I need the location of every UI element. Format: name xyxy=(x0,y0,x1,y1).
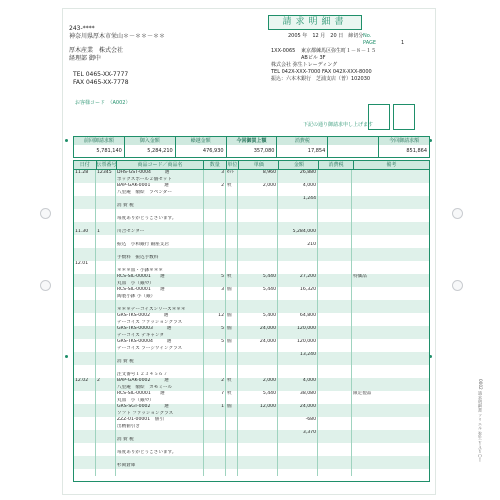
table-cell: 枚 xyxy=(226,378,238,385)
table-cell: 3 xyxy=(204,170,226,177)
table-cell: 枚 xyxy=(226,274,238,281)
issuer-bank: 振込：六本木銀行 芝浦支店（普）102030 xyxy=(271,76,371,82)
column-header-qty: 数量 xyxy=(204,161,227,169)
summary-value: 17,854 xyxy=(277,145,328,157)
table-cell: 1,244 xyxy=(278,196,318,203)
table-cell: 210 xyxy=(278,242,318,249)
table-cell: テーコイズ ファッショングラス xyxy=(116,320,204,327)
punch-hole-left xyxy=(40,208,51,219)
table-cell: 24,000 xyxy=(238,326,278,333)
punch-hole-right xyxy=(452,280,463,291)
table-cell: テーコイズ デキャンタ xyxy=(116,333,204,340)
summary-header-cell: 御入金額 xyxy=(125,137,176,145)
recipient-fax: FAX 0465-XX-7778 xyxy=(73,79,129,86)
issuer-building: ABビル 3F xyxy=(301,55,326,61)
table-cell: 限定製品 xyxy=(353,391,372,396)
table-cell: 12345 xyxy=(96,170,116,177)
page-label: PAGE xyxy=(363,40,377,46)
table-cell: 8,960 xyxy=(238,170,278,177)
table-cell: RCS-SIL-00001 選 xyxy=(116,274,204,281)
invoice-sheet xyxy=(62,8,483,495)
punch-hole-right xyxy=(452,208,463,219)
table-cell: 64,800 xyxy=(278,313,318,320)
table-cell: 2 xyxy=(96,378,116,385)
table-cell: 5,440 xyxy=(238,274,278,281)
table-cell xyxy=(74,469,96,476)
table-cell: GRS-TKS-00004 選 xyxy=(116,339,204,346)
column-header-tax: 消費税 xyxy=(319,161,353,169)
table-cell: 丸皿 小（銀ﾊﾌ） xyxy=(116,281,204,288)
billing-date: 2005 年 12 月 20 日 締切分 xyxy=(288,33,364,39)
recipient-postal: 243-**** xyxy=(69,25,95,32)
summary-header-cell: 消費税 xyxy=(277,137,328,145)
table-cell: 2 xyxy=(204,183,226,190)
column-header-item: 商品コード／商品名 xyxy=(117,161,204,169)
table-cell: 川合センター xyxy=(116,229,204,236)
summary-table xyxy=(73,136,430,158)
table-cell: 個 xyxy=(226,313,238,320)
table-cell xyxy=(238,469,278,476)
table-cell: ソフト ファッショングラス xyxy=(116,411,204,418)
table-cell: 特価品 xyxy=(353,274,367,279)
summary-value: 5,284,210 xyxy=(125,145,176,157)
table-cell: 12.01 xyxy=(74,261,96,268)
detail-rows xyxy=(74,170,429,476)
table-cell: 5,440 xyxy=(238,391,278,398)
table-cell: 7 xyxy=(204,391,226,398)
table-cell: 120,000 xyxy=(278,339,318,346)
table-cell: 3,370 xyxy=(278,430,318,437)
column-header-amount: 金額 xyxy=(279,161,319,169)
detail-table-header xyxy=(74,161,429,170)
recipient-dept: 経理部 御中 xyxy=(69,55,101,62)
registration-mark xyxy=(65,355,68,358)
table-cell: 11.30 xyxy=(74,229,96,236)
table-cell: 2,000 xyxy=(238,183,278,190)
recipient-tel: TEL 0465-XX-7777 xyxy=(73,71,129,78)
table-cell: テーコイズ ラージワイングラス xyxy=(116,346,204,353)
table-cell: ZZZ-01-00001 値引 xyxy=(116,417,204,424)
table-cell: ボックスボール２個セット xyxy=(116,177,204,184)
table-cell: 12 xyxy=(204,313,226,320)
punch-hole-left xyxy=(40,280,51,291)
table-cell: 八里庵 額絵 カモミール xyxy=(116,385,204,392)
recipient-company: 厚木産業 株式会社 xyxy=(69,47,124,54)
table-cell: 5,440 xyxy=(238,287,278,294)
table-cell xyxy=(318,469,352,476)
table-cell: BAP-GAK-0002 選 xyxy=(116,378,204,385)
summary-header-cell xyxy=(328,137,379,145)
table-row xyxy=(74,469,429,476)
table-cell: ＊＊＊テーコイズシリーズ＊＊＊ xyxy=(116,307,204,314)
table-cell xyxy=(204,469,226,476)
page-number: 1 xyxy=(401,40,405,46)
table-cell xyxy=(278,469,318,476)
table-cell: 120,000 xyxy=(278,326,318,333)
summary-header-cell: 今回御買上額 xyxy=(227,137,278,145)
table-cell: GRS-TKS-00003 選 xyxy=(116,326,204,333)
table-cell: 5 xyxy=(204,339,226,346)
table-cell xyxy=(352,469,429,476)
table-cell: 1 xyxy=(96,229,116,236)
summary-value xyxy=(328,145,379,157)
stamp-box xyxy=(393,104,415,130)
column-header-slip: 伝票番号 xyxy=(96,162,117,168)
table-cell: 毎度ありがとうございます。 xyxy=(116,450,204,457)
summary-values xyxy=(74,145,429,157)
table-cell: 5 xyxy=(204,274,226,281)
issuer-postal: 1XX-0065 xyxy=(271,48,296,54)
table-cell: 個 xyxy=(226,287,238,294)
column-header-remarks: 備考 xyxy=(386,162,397,168)
summary-value: 476,930 xyxy=(176,145,227,157)
summary-header-cell: 前回御請求額 xyxy=(74,137,125,145)
table-cell: 3 xyxy=(204,287,226,294)
issuer-tel-fax: TEL 042X-XXX-7000 FAX 042X-XXX-8000 xyxy=(271,69,372,75)
summary-header-cell: 今回御請求額 xyxy=(389,138,420,144)
table-cell: 個 xyxy=(226,339,238,346)
table-cell: DHS-GST-0004 選 xyxy=(116,170,204,177)
summary-value: 357,080 xyxy=(227,145,278,157)
table-cell: RCS-SIL-00001 選 xyxy=(116,391,204,398)
table-cell: 12,000 xyxy=(238,404,278,411)
table-cell: 八里庵 額絵 ラベンダー xyxy=(116,190,204,197)
table-cell: 1 xyxy=(204,404,226,411)
summary-value: 851,864 xyxy=(406,148,428,154)
table-cell: 消 費 税 xyxy=(116,359,204,366)
table-cell: 5,284,000 xyxy=(278,229,318,236)
table-cell: 丸皿 小（銀ﾊﾌ） xyxy=(116,398,204,405)
table-cell: 26,880 xyxy=(278,170,318,177)
recipient-address: 神奈川県厚木市栄山＊－＊＊－＊＊ xyxy=(69,33,166,40)
registration-mark xyxy=(65,139,68,142)
table-cell: 13,240 xyxy=(278,352,318,359)
table-cell xyxy=(116,469,204,476)
document-title: 請求明細書 xyxy=(268,15,362,30)
table-cell: BAP-GAK-0001 選 xyxy=(116,183,204,190)
table-cell: 16,320 xyxy=(278,287,318,294)
table-cell: 枚 xyxy=(226,183,238,190)
summary-header xyxy=(74,137,429,145)
table-cell: 毎度ありがとうございます。 xyxy=(116,216,204,223)
detail-table xyxy=(73,160,430,482)
side-note: 0002 請求明細書 ソリエル 弥生 ＹＡＹＯＩ xyxy=(478,379,483,463)
table-cell: 24,000 xyxy=(238,339,278,346)
table-cell: ｾｯﾄ xyxy=(226,170,238,177)
table-cell: 手数料 振込手数料 xyxy=(116,255,204,262)
table-cell xyxy=(96,469,116,476)
column-header-date: 日付 xyxy=(74,161,97,169)
table-cell xyxy=(226,469,238,476)
table-cell: 杉岡倉庫 xyxy=(116,463,204,470)
column-header-price: 単価 xyxy=(239,161,279,169)
no-label: No. xyxy=(363,33,372,39)
table-cell: 27,200 xyxy=(278,274,318,281)
table-cell: -680 xyxy=(278,417,318,424)
table-cell: 38,080 xyxy=(278,391,318,398)
table-cell: ＊＊＊皿・小鉢＊＊＊ xyxy=(116,268,204,275)
issuer-company: 株式会社 弥生トレーディング xyxy=(271,62,338,68)
table-cell: 陶製小鉢 小（銀） xyxy=(116,294,204,301)
table-cell: 出精値引き xyxy=(116,424,204,431)
table-cell: 12.02 xyxy=(74,378,96,385)
customer-code: お客様コード （A002） xyxy=(75,100,131,106)
stamp-box xyxy=(368,104,390,130)
table-cell: GRS-TKS-0002 選 xyxy=(116,313,204,320)
table-cell: 2 xyxy=(204,378,226,385)
summary-value: 5,781,140 xyxy=(74,145,125,157)
table-cell: 枚 xyxy=(226,391,238,398)
table-cell: 11.28 xyxy=(74,170,96,177)
table-cell: RCS-SIL-00001 選 xyxy=(116,287,204,294)
table-cell: GRS-SGT-0002 選 xyxy=(116,404,204,411)
table-cell: 24,000 xyxy=(278,404,318,411)
table-cell: 5 xyxy=(204,326,226,333)
column-header-unit: 単位 xyxy=(227,162,238,168)
table-cell: 2,000 xyxy=(238,378,278,385)
issuer-address: 東京都練馬区弥生町１－８－１５ xyxy=(301,48,377,54)
summary-header-cell: 繰越金額 xyxy=(176,137,227,145)
table-cell: 4,000 xyxy=(278,378,318,385)
table-cell: 振込 小和銀行 銀座支店 xyxy=(116,242,204,249)
table-cell: 4,000 xyxy=(278,183,318,190)
table-cell: 消 費 税 xyxy=(116,437,204,444)
table-cell: 消 費 税 xyxy=(116,203,204,210)
table-cell: 5,400 xyxy=(238,313,278,320)
table-cell: 個 xyxy=(226,326,238,333)
table-cell: 注文番号１２３４５６７ xyxy=(116,372,204,379)
billing-note: 下記の通り御請求申し上げます xyxy=(303,122,374,128)
table-cell: 個 xyxy=(226,404,238,411)
